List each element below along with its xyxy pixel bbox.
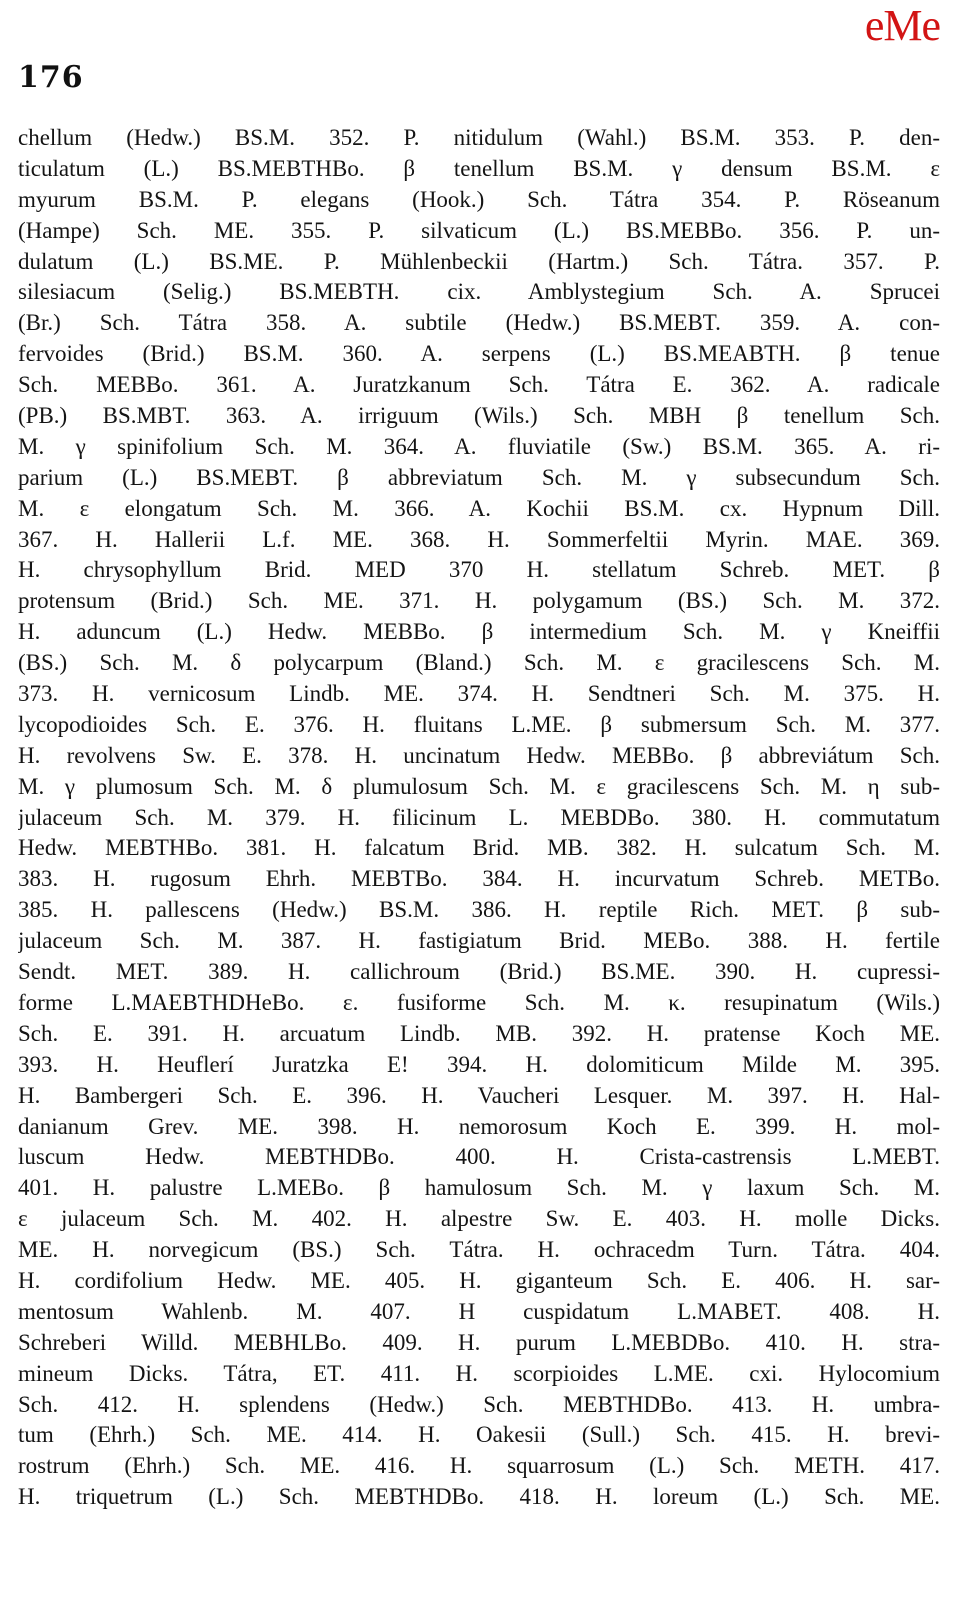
text-line: lycopodioides Sch. E. 376. H. fluitans L.ME. β submersum Sch. M. 377. — [18, 711, 940, 737]
text-line: H. Bambergeri Sch. E. 396. H. Vaucheri Lesquer. M. 397. H. Hal- — [18, 1082, 940, 1108]
text-line: Schreberi Willd. MEBHLBo. 409. H. purum L.MEBDBo. 410. H. stra- — [18, 1329, 940, 1355]
text-line: 385. H. pallescens (Hedw.) BS.M. 386. H. reptile Rich. MET. β sub- — [18, 897, 940, 923]
text-line: 367. H. Hallerii L.f. ME. 368. H. Sommerfeltii Myrin. MAE. 369. — [18, 526, 940, 552]
text-line: ticulatum (L.) BS.MEBTHBo. β tenellum BS.M. γ densum BS.M. ε — [18, 155, 940, 181]
text-line: (Hampe) Sch. ME. 355. P. silvaticum (L.) BS.MEBBo. 356. P. un- — [18, 217, 940, 243]
text-line: (Br.) Sch. Tátra 358. A. subtile (Hedw.) BS.MEBT. 359. A. con- — [18, 310, 940, 336]
text-line: Sch. E. 391. H. arcuatum Lindb. MB. 392. H. pratense Koch ME. — [18, 1020, 940, 1046]
text-line: M. γ plumosum Sch. M. δ plumulosum Sch. M. ε gracilescens Sch. M. η sub- — [18, 773, 940, 799]
text-line: tum (Ehrh.) Sch. ME. 414. H. Oakesii (Sull.) Sch. 415. H. brevi- — [18, 1422, 940, 1448]
text-line: 393. H. Heuflerí Juratzka E! 394. H. dolomiticum Milde M. 395. — [18, 1051, 940, 1077]
text-line: ME. H. norvegicum (BS.) Sch. Tátra. H. ochracedm Turn. Tátra. 404. — [18, 1237, 940, 1263]
text-line: danianum Grev. ME. 398. H. nemorosum Koch E. 399. H. mol- — [18, 1113, 940, 1139]
text-line: protensum (Brid.) Sch. ME. 371. H. polygamum (BS.) Sch. M. 372. — [18, 588, 940, 614]
text-line: ε julaceum Sch. M. 402. H. alpestre Sw. E. 403. H. molle Dicks. — [18, 1206, 940, 1232]
text-line: myurum BS.M. P. elegans (Hook.) Sch. Tátra 354. P. Röseanum — [18, 186, 940, 212]
text-line: 401. H. palustre L.MEBo. β hamulosum Sch. M. γ laxum Sch. M. — [18, 1175, 940, 1201]
text-line: fervoides (Brid.) BS.M. 360. A. serpens (L.) BS.MEABTH. β tenue — [18, 341, 940, 367]
text-line: mineum Dicks. Tátra, ET. 411. H. scorpioides L.ME. cxi. Hylocomium — [18, 1360, 940, 1386]
text-line: H. triquetrum (L.) Sch. MEBTHDBo. 418. H. loreum (L.) Sch. ME. — [18, 1484, 940, 1510]
publisher-logo: eMe — [864, 1, 940, 50]
text-line: forme L.MAEBTHDHeBo. ε. fusiforme Sch. M. κ. resupinatum (Wils.) — [18, 989, 940, 1015]
text-line: Sch. MEBBo. 361. A. Juratzkanum Sch. Tátra E. 362. A. radicale — [18, 372, 940, 398]
text-line: H. cordifolium Hedw. ME. 405. H. giganteum Sch. E. 406. H. sar- — [18, 1267, 940, 1293]
text-line: luscum Hedw. MEBTHDBo. 400. H. Crista-castrensis L.MEBT. — [18, 1144, 940, 1170]
text-line: julaceum Sch. M. 387. H. fastigiatum Brid. MEBo. 388. H. fertile — [18, 928, 940, 954]
text-line: H. chrysophyllum Brid. MED 370 H. stellatum Schreb. MET. β — [18, 557, 940, 583]
text-line: H. aduncum (L.) Hedw. MEBBo. β intermedium Sch. M. γ Kneiffii — [18, 619, 940, 645]
text-line: rostrum (Ehrh.) Sch. ME. 416. H. squarrosum (L.) Sch. METH. 417. — [18, 1453, 940, 1479]
text-line: julaceum Sch. M. 379. H. filicinum L. MEBDBo. 380. H. commutatum — [18, 804, 940, 830]
text-line: Sendt. MET. 389. H. callichroum (Brid.) BS.ME. 390. H. cupressi- — [18, 959, 940, 985]
text-line: (BS.) Sch. M. δ polycarpum (Bland.) Sch. M. ε gracilescens Sch. M. — [18, 650, 940, 676]
text-line: M. γ spinifolium Sch. M. 364. A. fluviatile (Sw.) BS.M. 365. A. ri- — [18, 433, 940, 459]
text-line: Hedw. MEBTHBo. 381. H. falcatum Brid. MB. 382. H. sulcatum Sch. M. — [18, 835, 940, 861]
text-line: 383. H. rugosum Ehrh. MEBTBo. 384. H. incurvatum Schreb. METBo. — [18, 866, 940, 892]
text-line: Sch. 412. H. splendens (Hedw.) Sch. MEBTHDBo. 413. H. umbra- — [18, 1391, 940, 1417]
page-number: 176 — [18, 60, 84, 95]
text-line: M. ε elongatum Sch. M. 366. A. Kochii BS.M. cx. Hypnum Dill. — [18, 495, 940, 521]
text-line: mentosum Wahlenb. M. 407. H cuspidatum L.MABET. 408. H. — [18, 1298, 940, 1324]
text-line: silesiacum (Selig.) BS.MEBTH. cix. Amblystegium Sch. A. Sprucei — [18, 279, 940, 305]
text-line: H. revolvens Sw. E. 378. H. uncinatum Hedw. MEBBo. β abbreviátum Sch. — [18, 742, 940, 768]
body-text — [18, 123, 940, 1513]
text-line: dulatum (L.) BS.ME. P. Mühlenbeckii (Hartm.) Sch. Tátra. 357. P. — [18, 248, 940, 274]
text-line: parium (L.) BS.MEBT. β abbreviatum Sch. M. γ subsecundum Sch. — [18, 464, 940, 490]
text-line: 373. H. vernicosum Lindb. ME. 374. H. Sendtneri Sch. M. 375. H. — [18, 681, 940, 707]
text-line: (PB.) BS.MBT. 363. A. irriguum (Wils.) Sch. MBH β tenellum Sch. — [18, 403, 940, 429]
text-line: chellum (Hedw.) BS.M. 352. P. nitidulum (Wahl.) BS.M. 353. P. den- — [18, 125, 940, 150]
